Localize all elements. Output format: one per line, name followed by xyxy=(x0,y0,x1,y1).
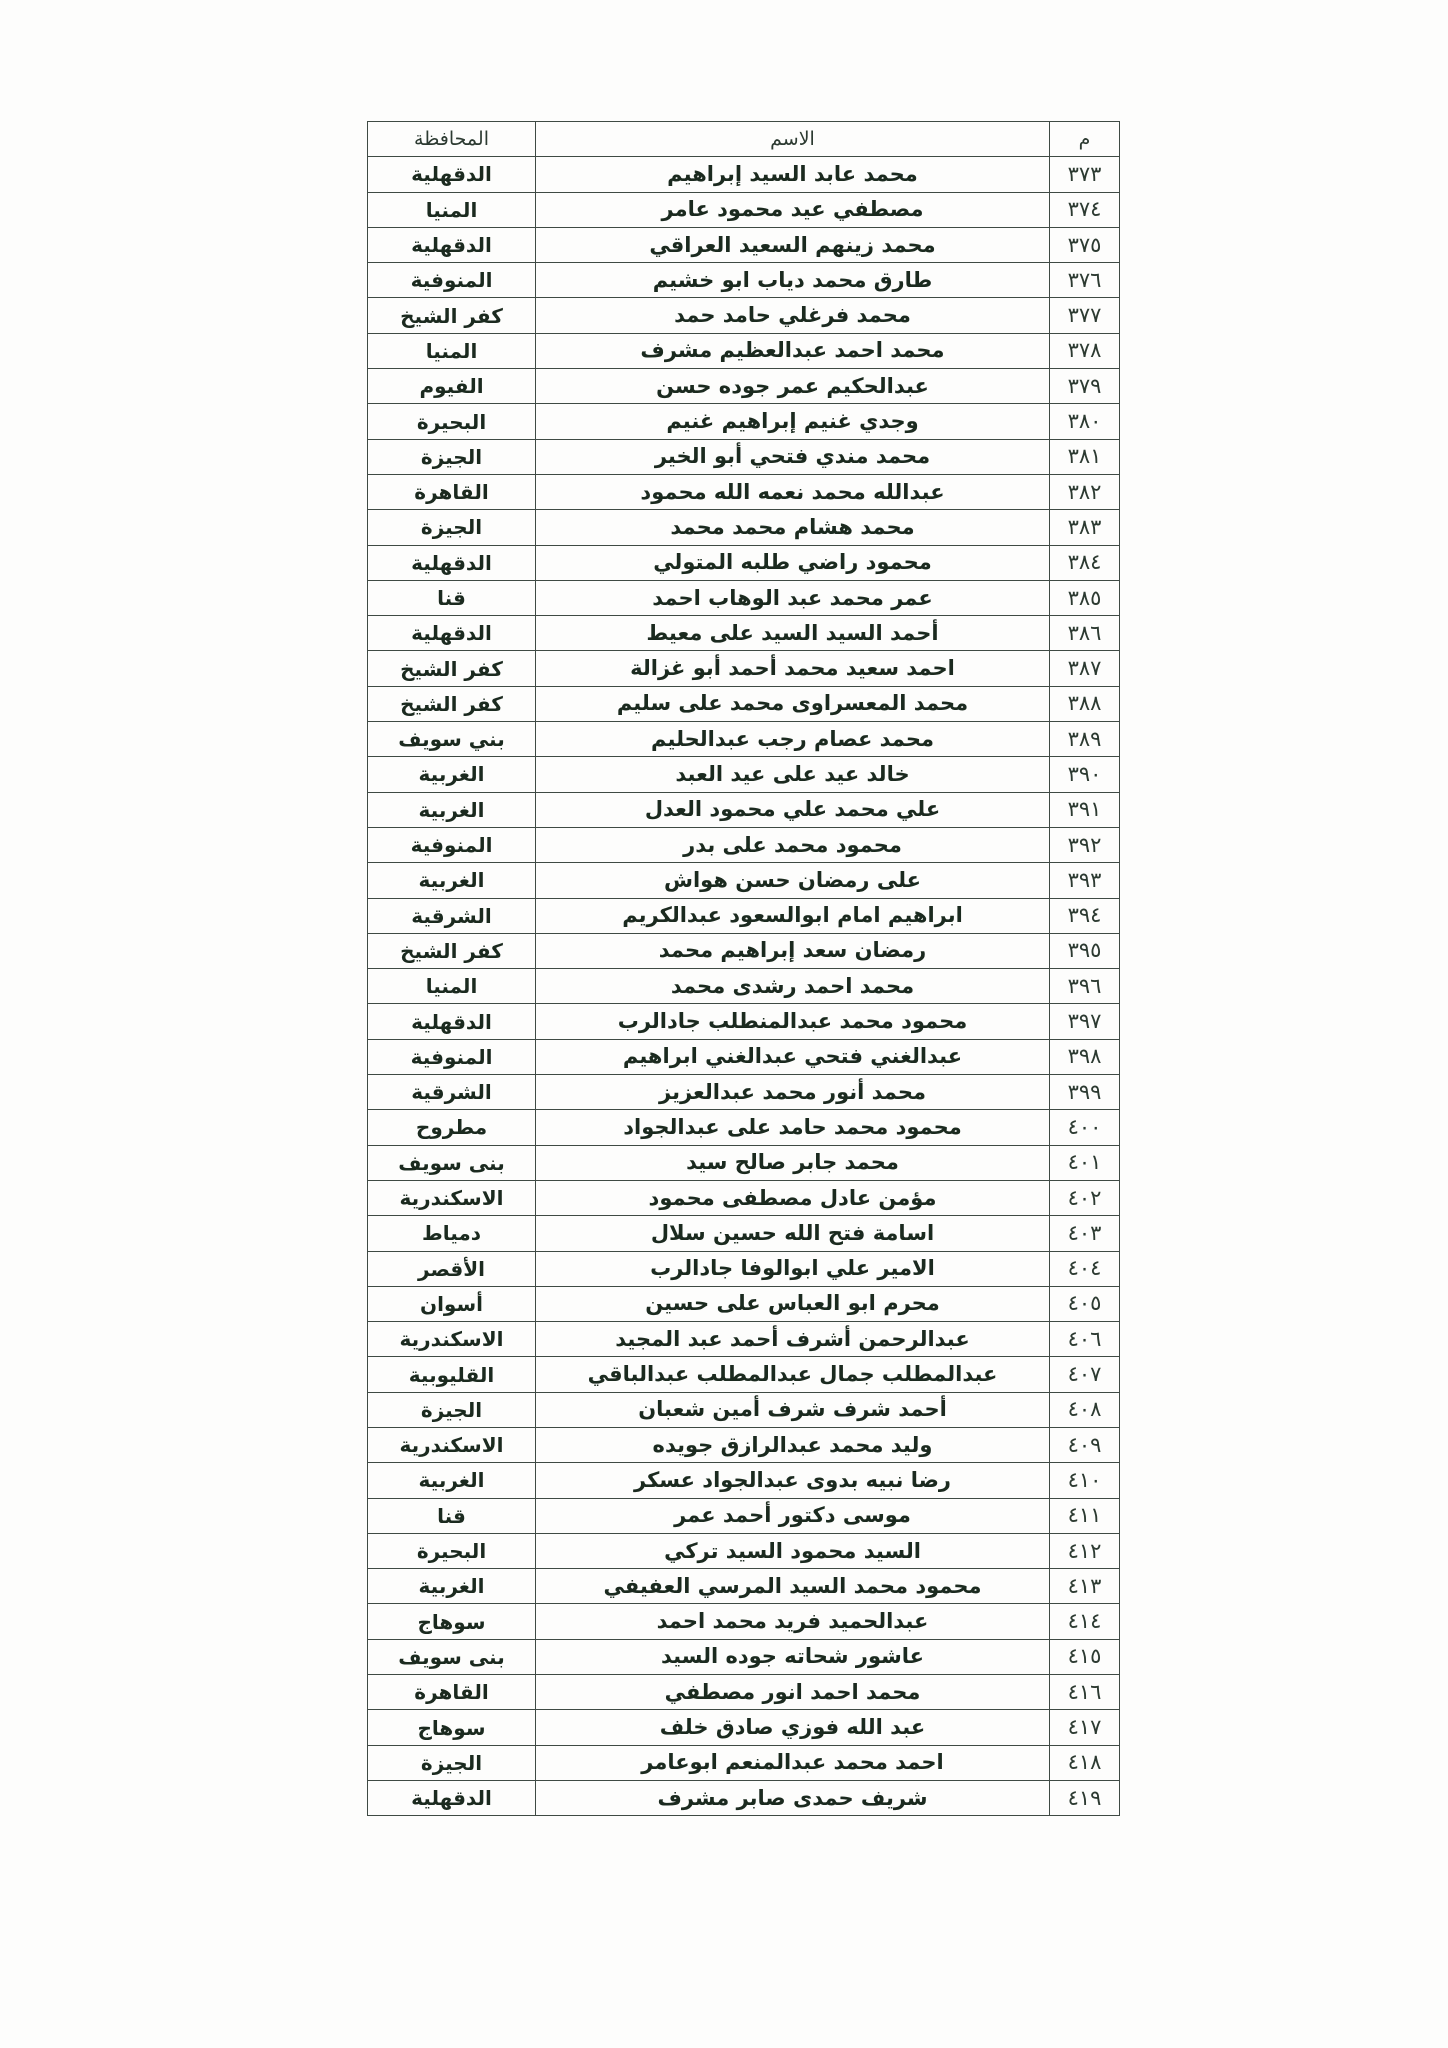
row-name: محمد احمد انور مصطفي xyxy=(536,1675,1050,1710)
row-governorate: الفيوم xyxy=(368,369,536,404)
row-index: ٣٧٨ xyxy=(1050,333,1120,368)
table-row xyxy=(368,722,1120,757)
header-name: الاسم xyxy=(536,122,1050,157)
row-index: ٤١١ xyxy=(1050,1498,1120,1533)
row-governorate: الدقهلية xyxy=(368,1780,536,1815)
table-row xyxy=(368,1145,1120,1180)
row-governorate: أسوان xyxy=(368,1286,536,1321)
row-name: محمد عابد السيد إبراهيم xyxy=(536,157,1050,192)
row-governorate: قنا xyxy=(368,580,536,615)
row-governorate: القليوبية xyxy=(368,1357,536,1392)
row-governorate: مطروح xyxy=(368,1110,536,1145)
row-governorate: كفر الشيخ xyxy=(368,686,536,721)
row-index: ٣٩٣ xyxy=(1050,863,1120,898)
table-row xyxy=(368,545,1120,580)
row-governorate: البحيرة xyxy=(368,404,536,439)
row-name: محمود محمد على بدر xyxy=(536,827,1050,862)
row-governorate: المنيا xyxy=(368,969,536,1004)
table-row xyxy=(368,1533,1120,1568)
table-row xyxy=(368,757,1120,792)
row-index: ٤١٥ xyxy=(1050,1639,1120,1674)
row-name: عبدالله محمد نعمه الله محمود xyxy=(536,474,1050,509)
row-governorate: الدقهلية xyxy=(368,1004,536,1039)
row-index: ٣٩١ xyxy=(1050,792,1120,827)
table-row xyxy=(368,1180,1120,1215)
row-index: ٣٨٠ xyxy=(1050,404,1120,439)
row-index: ٣٩٨ xyxy=(1050,1039,1120,1074)
row-index: ٣٩٢ xyxy=(1050,827,1120,862)
row-name: محرم ابو العباس على حسين xyxy=(536,1286,1050,1321)
row-governorate: الجيزة xyxy=(368,439,536,474)
table-row xyxy=(368,1675,1120,1710)
row-governorate: الشرقية xyxy=(368,898,536,933)
row-index: ٤١٠ xyxy=(1050,1463,1120,1498)
row-governorate: القاهرة xyxy=(368,1675,536,1710)
row-governorate: الدقهلية xyxy=(368,616,536,651)
row-name: وجدي غنيم إبراهيم غنيم xyxy=(536,404,1050,439)
names-table xyxy=(367,121,1120,1816)
row-index: ٣٨١ xyxy=(1050,439,1120,474)
row-name: محمد جابر صالح سيد xyxy=(536,1145,1050,1180)
row-governorate: الغربية xyxy=(368,1463,536,1498)
row-name: محمد مندي فتحي أبو الخير xyxy=(536,439,1050,474)
row-index: ٣٩٥ xyxy=(1050,933,1120,968)
row-governorate: الغربية xyxy=(368,863,536,898)
row-governorate: بنى سويف xyxy=(368,1639,536,1674)
row-index: ٣٩٤ xyxy=(1050,898,1120,933)
row-name: محمود راضي طلبه المتولي xyxy=(536,545,1050,580)
row-name: أحمد شرف شرف أمين شعبان xyxy=(536,1392,1050,1427)
row-governorate: المنوفية xyxy=(368,263,536,298)
table-row xyxy=(368,1463,1120,1498)
table-row xyxy=(368,510,1120,545)
row-index: ٣٧٤ xyxy=(1050,192,1120,227)
row-name: عبدالغني فتحي عبدالغني ابراهيم xyxy=(536,1039,1050,1074)
row-governorate: الجيزة xyxy=(368,510,536,545)
row-governorate: دمياط xyxy=(368,1216,536,1251)
row-name: موسى دكتور أحمد عمر xyxy=(536,1498,1050,1533)
row-governorate: القاهرة xyxy=(368,474,536,509)
table-row xyxy=(368,792,1120,827)
row-name: طارق محمد دياب ابو خشيم xyxy=(536,263,1050,298)
row-name: مؤمن عادل مصطفى محمود xyxy=(536,1180,1050,1215)
row-name: على رمضان حسن هواش xyxy=(536,863,1050,898)
row-index: ٤٠٧ xyxy=(1050,1357,1120,1392)
row-name: محمود محمد حامد على عبدالجواد xyxy=(536,1110,1050,1145)
row-index: ٤٠٢ xyxy=(1050,1180,1120,1215)
row-index: ٤٠٠ xyxy=(1050,1110,1120,1145)
header-row xyxy=(368,122,1120,157)
table-row xyxy=(368,263,1120,298)
row-name: محمد احمد عبدالعظيم مشرف xyxy=(536,333,1050,368)
row-name: محمود محمد عبدالمنطلب جادالرب xyxy=(536,1004,1050,1039)
row-index: ٤٠٦ xyxy=(1050,1322,1120,1357)
row-name: رمضان سعد إبراهيم محمد xyxy=(536,933,1050,968)
row-index: ٣٧٧ xyxy=(1050,298,1120,333)
row-governorate: كفر الشيخ xyxy=(368,298,536,333)
table-row xyxy=(368,827,1120,862)
row-name: محمد المعسراوى محمد على سليم xyxy=(536,686,1050,721)
table-row xyxy=(368,1322,1120,1357)
row-name: وليد محمد عبدالرازق جويده xyxy=(536,1427,1050,1462)
table-row xyxy=(368,1392,1120,1427)
row-index: ٤٠٨ xyxy=(1050,1392,1120,1427)
row-index: ٤٠٤ xyxy=(1050,1251,1120,1286)
row-governorate: الدقهلية xyxy=(368,227,536,262)
table-row xyxy=(368,157,1120,192)
table-header xyxy=(368,122,1120,157)
row-index: ٤١٤ xyxy=(1050,1604,1120,1639)
row-governorate: الأقصر xyxy=(368,1251,536,1286)
row-name: أحمد السيد السيد على معيط xyxy=(536,616,1050,651)
row-governorate: الدقهلية xyxy=(368,157,536,192)
row-name: محمد هشام محمد محمد xyxy=(536,510,1050,545)
row-governorate: بني سويف xyxy=(368,722,536,757)
table-row xyxy=(368,1780,1120,1815)
row-governorate: الغربية xyxy=(368,792,536,827)
row-name: الامير علي ابوالوفا جادالرب xyxy=(536,1251,1050,1286)
table-row xyxy=(368,1745,1120,1780)
row-index: ٤١٩ xyxy=(1050,1780,1120,1815)
table-row xyxy=(368,969,1120,1004)
header-governorate: المحافظة xyxy=(368,122,536,157)
row-name: عبدالحكيم عمر جوده حسن xyxy=(536,369,1050,404)
row-name: احمد محمد عبدالمنعم ابوعامر xyxy=(536,1745,1050,1780)
table-row xyxy=(368,933,1120,968)
table-row xyxy=(368,333,1120,368)
row-index: ٤١٦ xyxy=(1050,1675,1120,1710)
table-row xyxy=(368,1251,1120,1286)
table-row xyxy=(368,1639,1120,1674)
row-index: ٣٨٣ xyxy=(1050,510,1120,545)
row-governorate: الاسكندرية xyxy=(368,1180,536,1215)
row-governorate: الغربية xyxy=(368,757,536,792)
table-row xyxy=(368,227,1120,262)
row-governorate: المنوفية xyxy=(368,1039,536,1074)
table-row xyxy=(368,1498,1120,1533)
row-governorate: قنا xyxy=(368,1498,536,1533)
table-row xyxy=(368,616,1120,651)
row-name: محمود محمد السيد المرسي العفيفي xyxy=(536,1569,1050,1604)
row-index: ٣٨٥ xyxy=(1050,580,1120,615)
row-name: محمد زينهم السعيد العراقي xyxy=(536,227,1050,262)
row-index: ٣٧٩ xyxy=(1050,369,1120,404)
table-row xyxy=(368,1004,1120,1039)
row-index: ٣٨٨ xyxy=(1050,686,1120,721)
row-governorate: المنيا xyxy=(368,192,536,227)
table-row xyxy=(368,1110,1120,1145)
table-row xyxy=(368,1075,1120,1110)
row-index: ٣٨٢ xyxy=(1050,474,1120,509)
row-name: محمد عصام رجب عبدالحليم xyxy=(536,722,1050,757)
table-row xyxy=(368,1569,1120,1604)
table-row xyxy=(368,863,1120,898)
row-name: رضا نبيه بدوى عبدالجواد عسكر xyxy=(536,1463,1050,1498)
table-row xyxy=(368,439,1120,474)
row-index: ٤٠٣ xyxy=(1050,1216,1120,1251)
row-index: ٣٨٧ xyxy=(1050,651,1120,686)
row-index: ٤١٢ xyxy=(1050,1533,1120,1568)
row-index: ٤٠٩ xyxy=(1050,1427,1120,1462)
table-row xyxy=(368,1286,1120,1321)
row-name: علي محمد علي محمود العدل xyxy=(536,792,1050,827)
table-row xyxy=(368,298,1120,333)
row-index: ٤١٣ xyxy=(1050,1569,1120,1604)
row-governorate: المنيا xyxy=(368,333,536,368)
table-row xyxy=(368,1710,1120,1745)
table-body xyxy=(368,157,1120,1816)
row-index: ٣٩٧ xyxy=(1050,1004,1120,1039)
table-row xyxy=(368,474,1120,509)
row-name: احمد سعيد محمد أحمد أبو غزالة xyxy=(536,651,1050,686)
row-name: عبدالحميد فريد محمد احمد xyxy=(536,1604,1050,1639)
row-index: ٣٨٦ xyxy=(1050,616,1120,651)
row-name: عبدالرحمن أشرف أحمد عبد المجيد xyxy=(536,1322,1050,1357)
table-row xyxy=(368,404,1120,439)
row-name: السيد محمود السيد تركي xyxy=(536,1533,1050,1568)
row-governorate: الشرقية xyxy=(368,1075,536,1110)
row-name: عمر محمد عبد الوهاب احمد xyxy=(536,580,1050,615)
row-name: محمد احمد رشدى محمد xyxy=(536,969,1050,1004)
header-index: م xyxy=(1050,122,1120,157)
row-governorate: سوهاج xyxy=(368,1604,536,1639)
table-row xyxy=(368,1039,1120,1074)
table-row xyxy=(368,1427,1120,1462)
row-name: مصطفي عيد محمود عامر xyxy=(536,192,1050,227)
row-index: ٣٩٠ xyxy=(1050,757,1120,792)
row-index: ٤١٧ xyxy=(1050,1710,1120,1745)
row-index: ٣٧٥ xyxy=(1050,227,1120,262)
row-name: شريف حمدى صابر مشرف xyxy=(536,1780,1050,1815)
row-governorate: الجيزة xyxy=(368,1745,536,1780)
row-name: ابراهيم امام ابوالسعود عبدالكريم xyxy=(536,898,1050,933)
table-row xyxy=(368,686,1120,721)
row-name: محمد فرغلي حامد حمد xyxy=(536,298,1050,333)
row-name: خالد عيد على عيد العبد xyxy=(536,757,1050,792)
table-row xyxy=(368,192,1120,227)
row-name: اسامة فتح الله حسين سلال xyxy=(536,1216,1050,1251)
table-row xyxy=(368,369,1120,404)
row-governorate: بنى سويف xyxy=(368,1145,536,1180)
row-governorate: البحيرة xyxy=(368,1533,536,1568)
row-index: ٣٨٤ xyxy=(1050,545,1120,580)
row-governorate: الجيزة xyxy=(368,1392,536,1427)
row-name: عبد الله فوزي صادق خلف xyxy=(536,1710,1050,1745)
table-row xyxy=(368,651,1120,686)
row-index: ٤١٨ xyxy=(1050,1745,1120,1780)
row-governorate: الدقهلية xyxy=(368,545,536,580)
table-row xyxy=(368,1216,1120,1251)
row-governorate: الاسكندرية xyxy=(368,1322,536,1357)
row-index: ٣٨٩ xyxy=(1050,722,1120,757)
row-governorate: المنوفية xyxy=(368,827,536,862)
row-index: ٤٠٥ xyxy=(1050,1286,1120,1321)
table-row xyxy=(368,1357,1120,1392)
row-name: عبدالمطلب جمال عبدالمطلب عبدالباقي xyxy=(536,1357,1050,1392)
table-row xyxy=(368,1604,1120,1639)
row-governorate: كفر الشيخ xyxy=(368,651,536,686)
row-governorate: الاسكندرية xyxy=(368,1427,536,1462)
row-governorate: الغربية xyxy=(368,1569,536,1604)
row-index: ٣٧٣ xyxy=(1050,157,1120,192)
row-governorate: سوهاج xyxy=(368,1710,536,1745)
table-row xyxy=(368,580,1120,615)
row-governorate: كفر الشيخ xyxy=(368,933,536,968)
table-row xyxy=(368,898,1120,933)
row-name: محمد أنور محمد عبدالعزيز xyxy=(536,1075,1050,1110)
row-name: عاشور شحاته جوده السيد xyxy=(536,1639,1050,1674)
row-index: ٤٠١ xyxy=(1050,1145,1120,1180)
row-index: ٣٩٦ xyxy=(1050,969,1120,1004)
row-index: ٣٧٦ xyxy=(1050,263,1120,298)
row-index: ٣٩٩ xyxy=(1050,1075,1120,1110)
